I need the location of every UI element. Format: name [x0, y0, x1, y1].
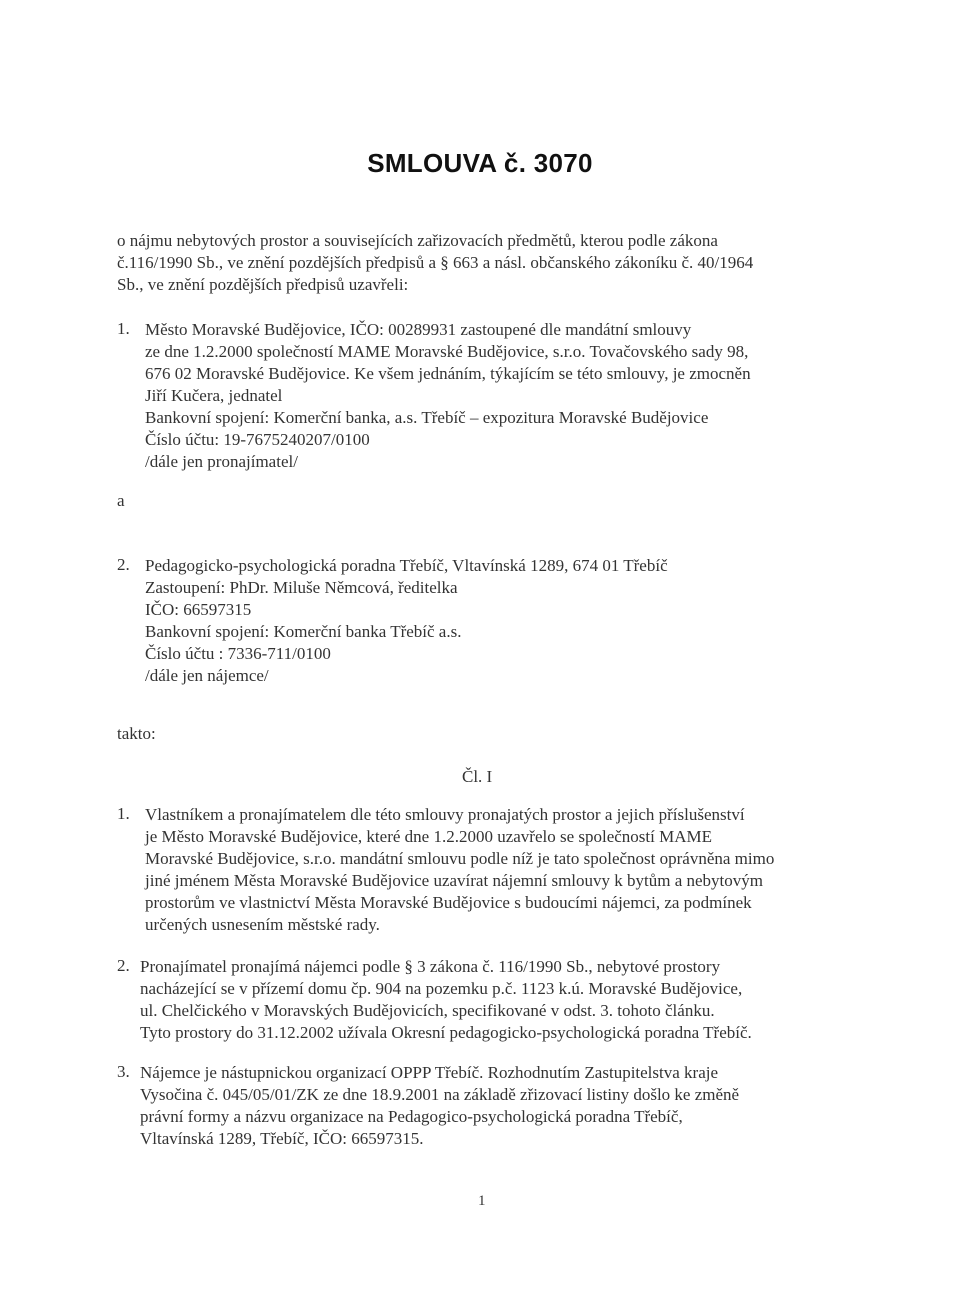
- article-line: Tyto prostory do 31.12.2002 užívala Okresní pedagogicko-psychologická poradna Třebíč.: [140, 1023, 752, 1042]
- party1-line: Bankovní spojení: Komerční banka, a.s. Třebíč – expozitura Moravské Budějovice: [145, 408, 709, 427]
- page-number: 1: [478, 1193, 486, 1209]
- party1-line: Číslo účtu: 19-7675240207/0100: [145, 430, 370, 449]
- article-line: Vlastníkem a pronajímatelem dle této smlouvy pronajatých prostor a jejich příslušenství: [145, 805, 745, 824]
- party2-block: [145, 555, 668, 687]
- intro-line: o nájmu nebytových prostor a souvisejících zařizovacích předmětů, kterou podle zákona: [117, 231, 718, 250]
- party2-line: /dále jen nájemce/: [145, 666, 269, 685]
- party1-line: Město Moravské Budějovice, IČO: 00289931 zastoupené dle mandátní smlouvy: [145, 320, 692, 339]
- takto-label: takto:: [117, 724, 156, 743]
- article-item-number: 2.: [117, 956, 130, 975]
- article-heading: Čl. I: [462, 767, 493, 786]
- article-line: Vltavínská 1289, Třebíč, IČO: 66597315.: [140, 1129, 424, 1148]
- party1-line: /dále jen pronajímatel/: [145, 452, 298, 471]
- contract-title: SMLOUVA č. 3070: [367, 148, 593, 178]
- intro-line: č.116/1990 Sb., ve znění pozdějších předpisů a § 663 a násl. občanského zákoníku č. 40/1964: [117, 253, 754, 272]
- article-line: určených usnesením městské rady.: [145, 915, 380, 934]
- article-item-number: 1.: [117, 804, 130, 823]
- article-line: Nájemce je nástupnickou organizací OPPP Třebíč. Rozhodnutím Zastupitelstva kraje: [140, 1063, 719, 1082]
- article-line: Vysočina č. 045/05/01/ZK ze dne 18.9.2001 na základě zřizovací listiny došlo ke změně: [140, 1085, 740, 1104]
- article-line: prostorům ve vlastnictví Města Moravské Budějovice s budoucími nájemci, za podmínek: [145, 893, 752, 912]
- article-item-1: [145, 804, 774, 936]
- and-separator: a: [117, 491, 125, 510]
- party1-block: [145, 319, 751, 473]
- article-line: nacházející se v přízemí domu čp. 904 na pozemku p.č. 1123 k.ú. Moravské Budějovice,: [140, 979, 743, 998]
- article-line: právní formy a názvu organizace na Pedagogico-psychologická poradna Třebíč,: [140, 1107, 683, 1126]
- party2-line: Pedagogicko-psychologická poradna Třebíč, Vltavínská 1289, 674 01 Třebíč: [145, 556, 668, 575]
- article-line: ul. Chelčického v Moravských Budějovicích, specifikované v odst. 3. tohoto článku.: [140, 1001, 715, 1020]
- intro-line: Sb., ve znění pozdějších předpisů uzavřeli:: [117, 275, 409, 294]
- party2-line: Číslo účtu : 7336-711/0100: [145, 644, 331, 663]
- article-line: Moravské Budějovice, s.r.o. mandátní smlouvu podle níž je tato společnost oprávněna mimo: [145, 849, 775, 868]
- article-item-number: 3.: [117, 1062, 130, 1081]
- party2-line: Bankovní spojení: Komerční banka Třebíč a.s.: [145, 622, 462, 641]
- party1-line: ze dne 1.2.2000 společností MAME Moravské Budějovice, s.r.o. Tovačovského sady 98,: [145, 342, 749, 361]
- article-line: jiné jménem Města Moravské Budějovice uzavírat nájemní smlouvy k bytům a nebytovým: [145, 871, 764, 890]
- article-line: je Město Moravské Budějovice, které dne 1.2.2000 uzavřelo se společností MAME: [145, 827, 713, 846]
- party2-line: IČO: 66597315: [145, 600, 252, 619]
- party1-line: 676 02 Moravské Budějovice. Ke všem jednáním, týkajícím se této smlouvy, je zmocněn: [145, 364, 751, 383]
- party1-number: 1.: [117, 319, 130, 338]
- article-item-3: [140, 1062, 739, 1150]
- article-line: Pronajímatel pronajímá nájemci podle § 3 zákona č. 116/1990 Sb., nebytové prostory: [140, 957, 721, 976]
- article-item-2: [140, 956, 752, 1044]
- party2-number: 2.: [117, 555, 130, 574]
- intro-paragraph: [117, 230, 753, 296]
- party2-line: Zastoupení: PhDr. Miluše Němcová, ředitelka: [145, 578, 458, 597]
- party1-line: Jiří Kučera, jednatel: [145, 386, 283, 405]
